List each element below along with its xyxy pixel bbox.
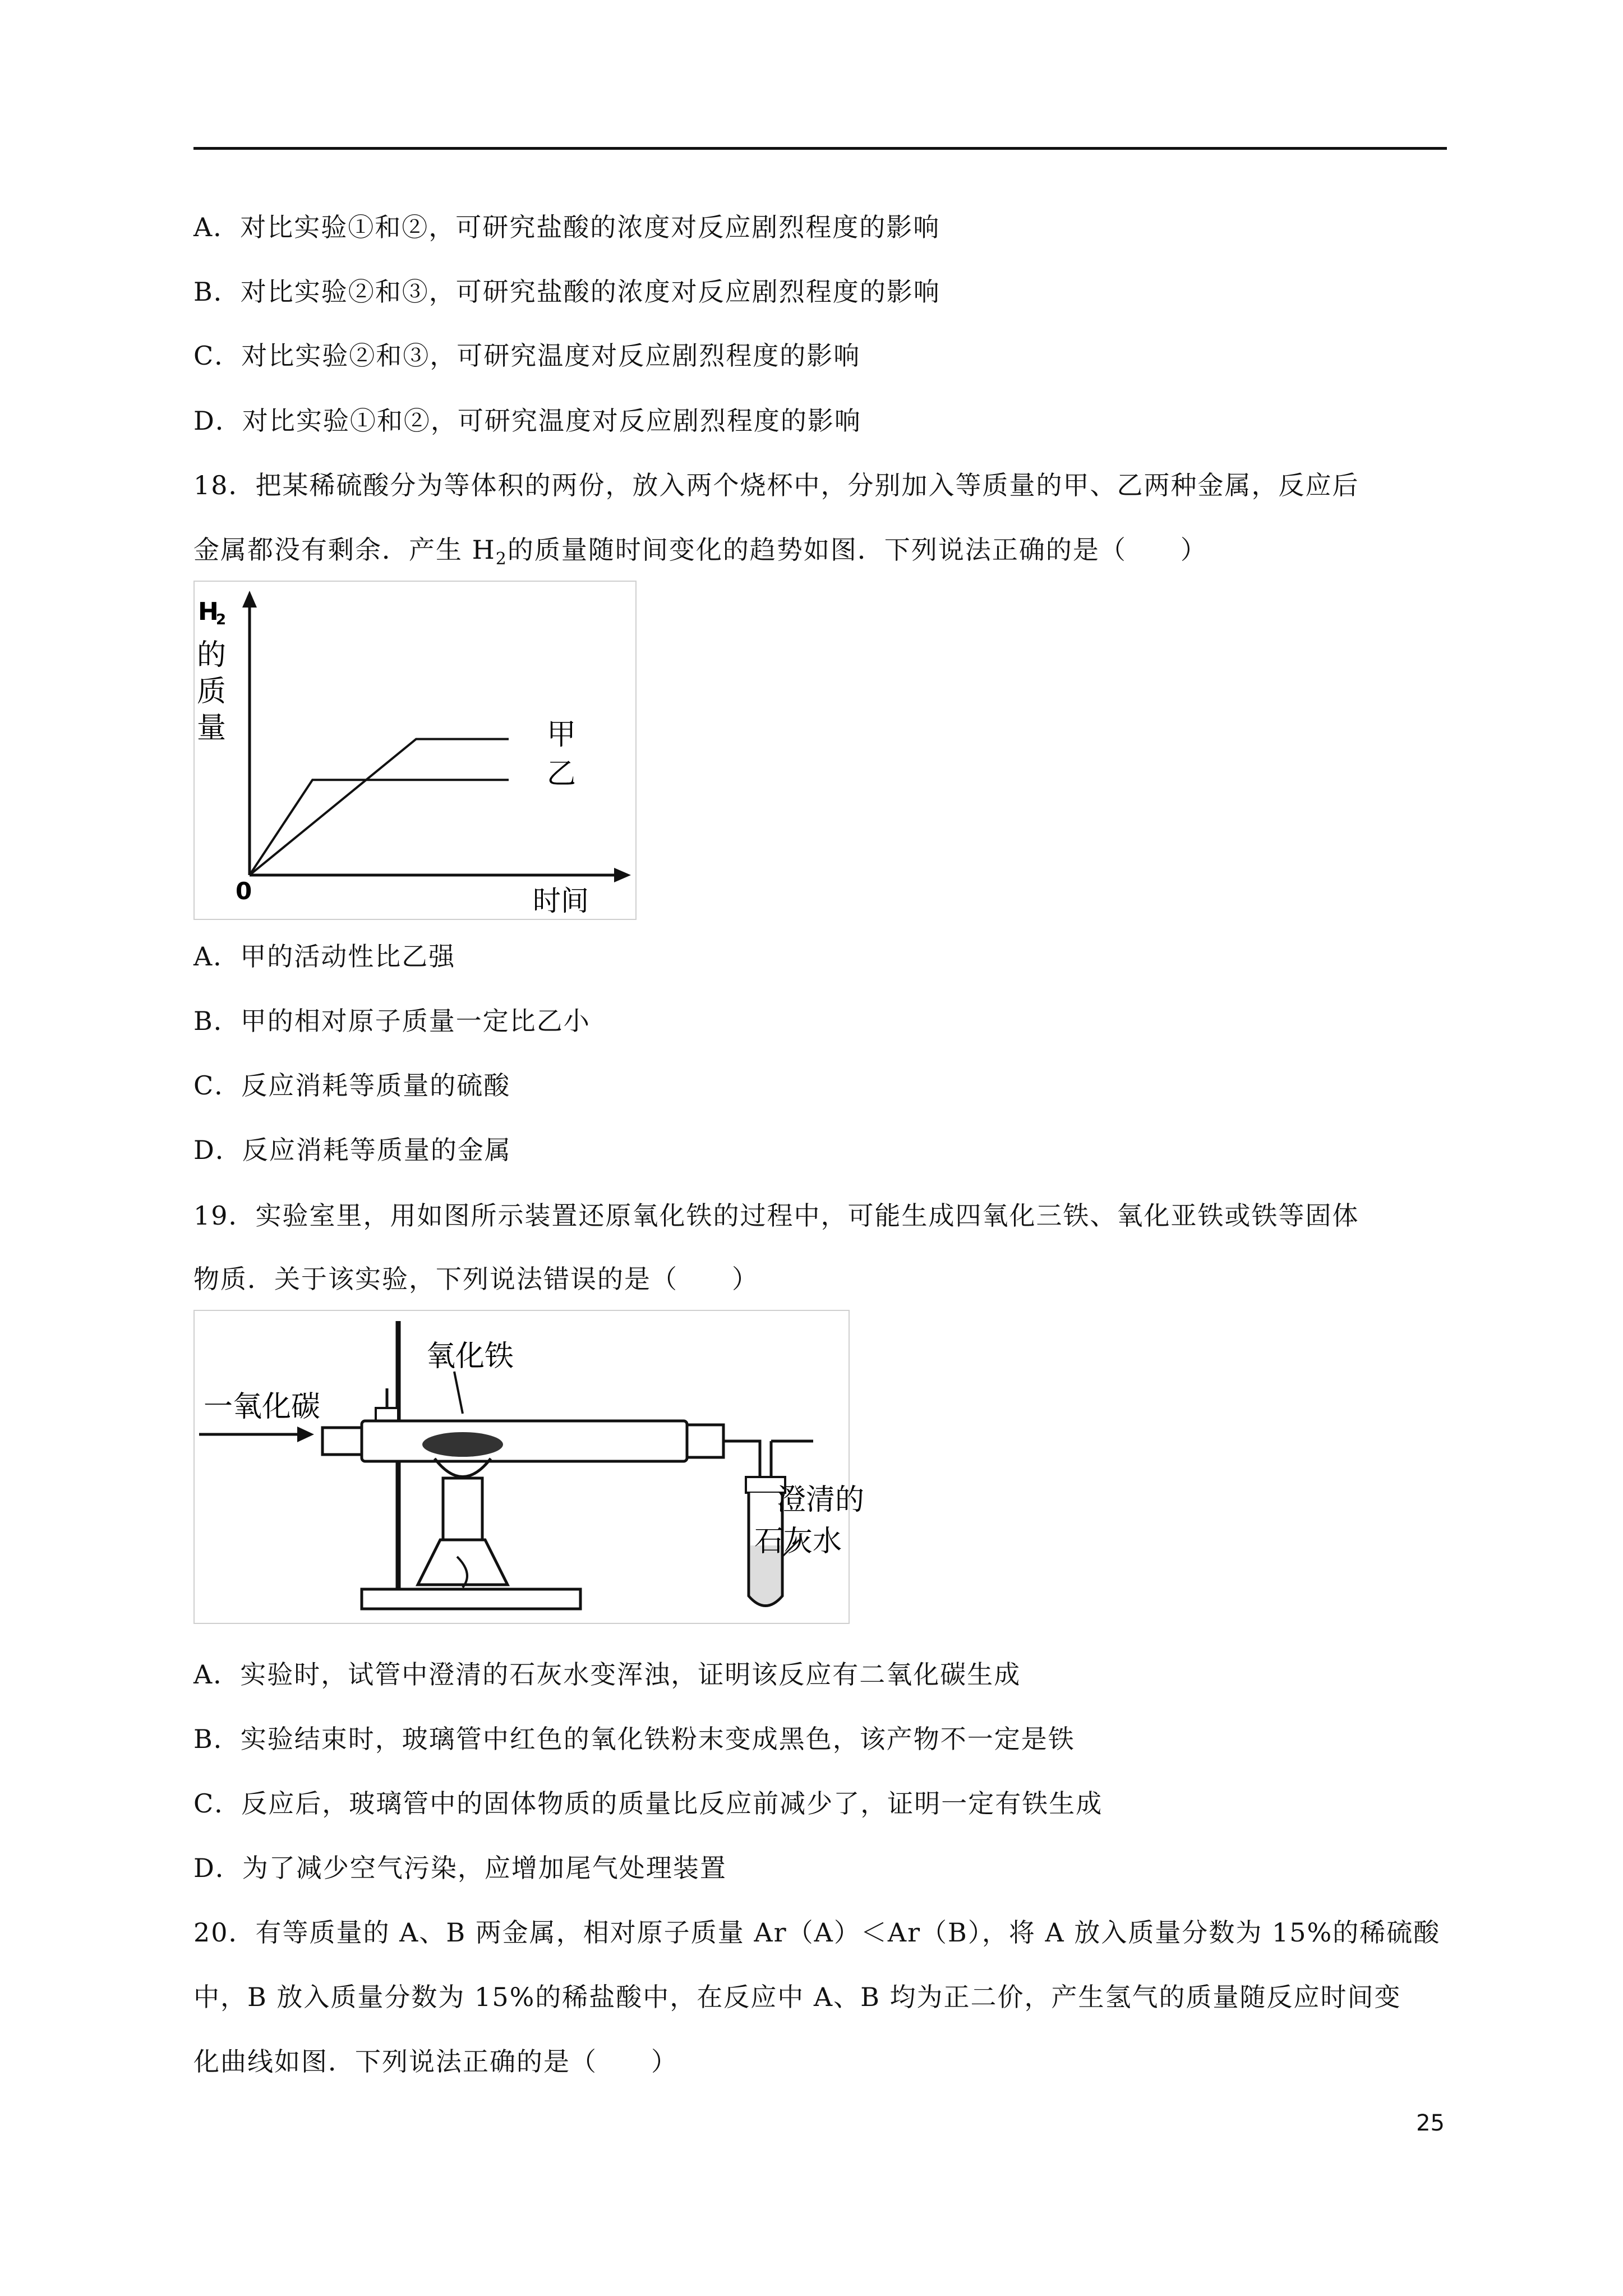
q19-stem-line2: 物质．关于该实验，下列说法错误的是（ ） — [193, 1264, 759, 1294]
series-label-yi: 乙 — [547, 757, 577, 791]
q19-apparatus-figure — [193, 1310, 865, 1624]
q19-option-c: C．反应后，玻璃管中的固体物质的质量比反应前减少了，证明一定有铁生成 — [193, 1788, 1103, 1819]
q20-stem-line1: 20．有等质量的 A、B 两金属，相对原子质量 Ar（A）＜Ar（B），将 A 放入质量分数为 15%的稀硫酸 — [193, 1917, 1441, 1948]
q17-option-a: A．对比实验①和②，可研究盐酸的浓度对反应剧烈程度的影响 — [193, 212, 940, 242]
q19-option-a: A．实验时，试管中澄清的石灰水变浑浊，证明该反应有二氧化碳生成 — [193, 1659, 1021, 1690]
q20-stem-line3: 化曲线如图．下列说法正确的是（ ） — [193, 2046, 678, 2077]
label-fe2o3: 氧化铁 — [426, 1340, 514, 1373]
origin-label: 0 — [236, 877, 252, 905]
stopper-right — [687, 1425, 723, 1457]
x-axis-label: 时间 — [533, 885, 589, 917]
y-label-h: H — [198, 597, 219, 626]
label-limewater-1: 澄清的 — [777, 1483, 865, 1517]
q18-stem-line1: 18．把某稀硫酸分为等体积的两份，放入两个烧杯中，分别加入等质量的甲、乙两种金属，反应后 — [193, 470, 1359, 500]
q18-stem-line2: 金属都没有剩余．产生 $H_2$的质量随时间变化的趋势如图．下列说法正确的是（ ） — [193, 535, 1207, 569]
q20-stem-line2: 中，B 放入质量分数为 15%的稀盐酸中，在反应中 A、B 均为正二价，产生氢气的质量随反应时间变 — [193, 1982, 1401, 2012]
q18-option-b: B．甲的相对原子质量一定比乙小 — [193, 1006, 591, 1036]
q19-option-d: D．为了减少空气污染，应增加尾气处理装置 — [193, 1853, 727, 1883]
q18-h2-mass-chart — [193, 581, 637, 920]
label-limewater-2: 石灰水 — [754, 1525, 842, 1558]
q19-stem-line1: 19．实验室里，用如图所示装置还原氧化铁的过程中，可能生成四氧化三铁、氧化亚铁或铁等固体 — [193, 1200, 1359, 1231]
stopper-left — [322, 1428, 362, 1455]
header-rule — [193, 147, 1447, 150]
q17-option-d: D．对比实验①和②，可研究温度对反应剧烈程度的影响 — [193, 406, 861, 436]
y-label-sub: 2 — [216, 611, 227, 628]
page-number: 25 — [1416, 2110, 1445, 2136]
q17-option-c: C．对比实验②和③，可研究温度对反应剧烈程度的影响 — [193, 341, 861, 371]
q17-option-b: B．对比实验②和③，可研究盐酸的浓度对反应剧烈程度的影响 — [193, 277, 940, 307]
label-co: 一氧化碳 — [204, 1390, 321, 1424]
q19-option-b: B．实验结束时，玻璃管中红色的氧化铁粉末变成黑色，该产物不一定是铁 — [193, 1724, 1075, 1754]
q18-option-c: C．反应消耗等质量的硫酸 — [193, 1070, 511, 1101]
q18-option-d: D．反应消耗等质量的金属 — [193, 1135, 511, 1165]
series-label-jia: 甲 — [547, 718, 577, 752]
q18-option-a: A．甲的活动性比乙强 — [193, 941, 456, 972]
y-label-char-1: 的 — [197, 638, 227, 672]
iron-oxide-powder — [422, 1432, 503, 1457]
stand-base — [362, 1589, 580, 1609]
y-label-char-2: 质 — [197, 675, 227, 708]
glass-tube — [362, 1421, 687, 1461]
y-label-char-3: 量 — [197, 711, 227, 745]
